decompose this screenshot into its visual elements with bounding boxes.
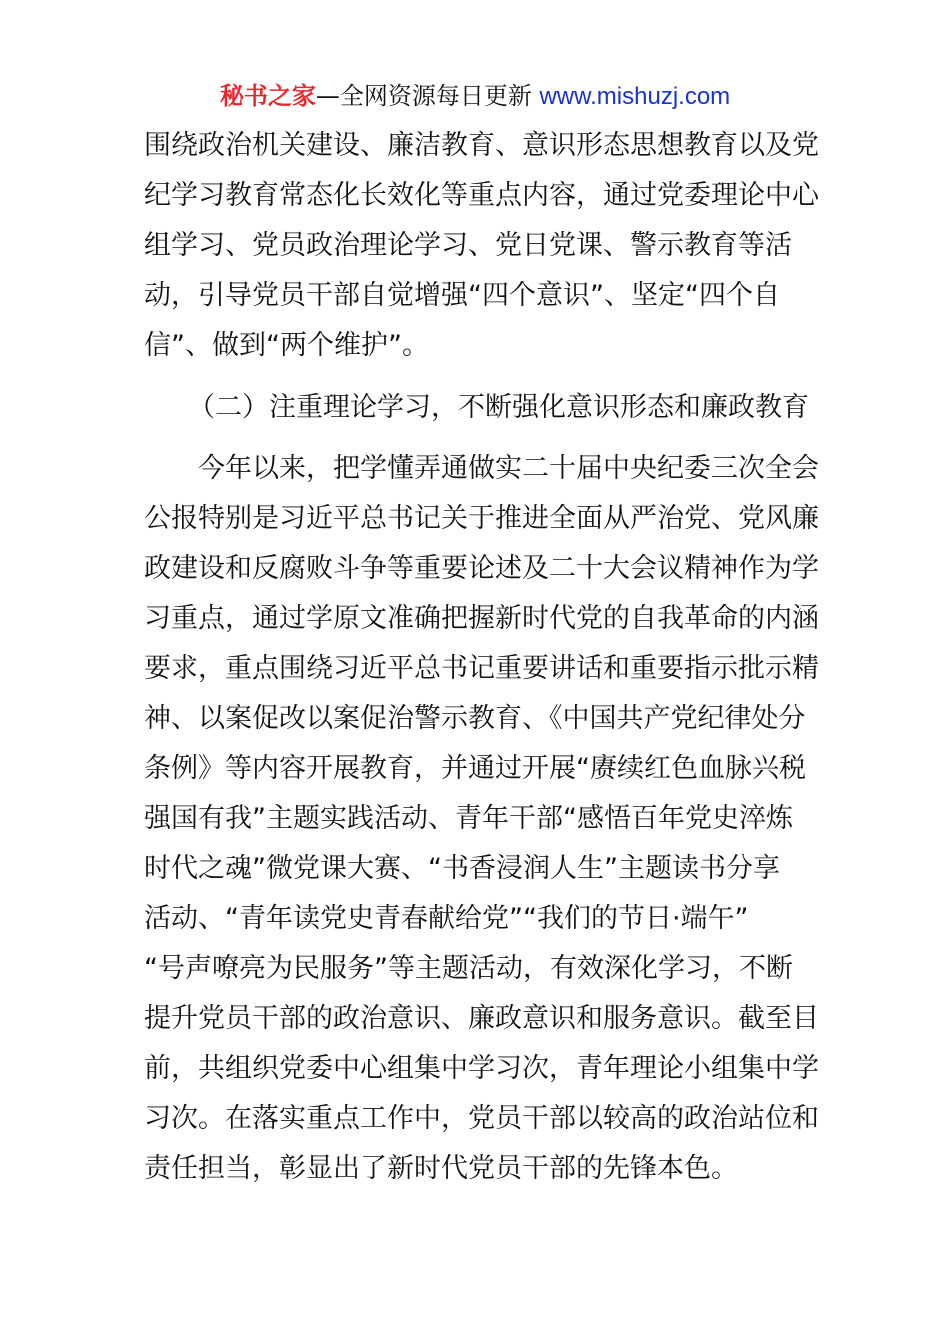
- paragraph-line: “号声嘹亮为民服务”等主题活动，有效深化学习，不断: [144, 953, 793, 984]
- paragraph-line: 提升党员干部的政治意识、廉政意识和服务意识。截至目: [144, 1003, 819, 1034]
- paragraph-line: 今年以来，把学懂弄通做实二十届中央纪委三次全会: [198, 453, 819, 484]
- paragraph-line: 习重点，通过学原文准确把握新时代党的自我革命的内涵: [144, 603, 819, 634]
- paragraph-line: 要求，重点围绕习近平总书记重要讲话和重要指示批示精: [144, 653, 819, 684]
- paragraph-line: 围绕政治机关建设、廉洁教育、意识形态思想教育以及党: [144, 130, 819, 161]
- site-url-link[interactable]: www.mishuzj.com: [539, 83, 731, 110]
- header-tagline: —全网资源每日更新: [315, 82, 532, 110]
- brand-name: 秘书之家: [219, 82, 316, 110]
- paragraph-line: 活动、“青年读党史青春献给党”“我们的节日·端午”: [144, 903, 749, 934]
- paragraph-line: 神、以案促改以案促治警示教育、《中国共产党纪律处分: [144, 703, 806, 734]
- paragraph-line: 强国有我”主题实践活动、青年干部“感悟百年党史淬炼: [144, 803, 793, 834]
- paragraph-line: 公报特别是习近平总书记关于推进全面从严治党、党风廉: [144, 503, 819, 534]
- section-heading-text: （二）注重理论学习，不断强化意识形态和廉政教育: [188, 392, 809, 423]
- paragraph-line: 组学习、党员政治理论学习、党日党课、警示教育等活: [144, 230, 792, 261]
- page-header: [0, 80, 950, 113]
- paragraph-line: 前，共组织党委中心组集中学习次，青年理论小组集中学: [144, 1053, 819, 1084]
- paragraph-line: 动，引导党员干部自觉增强“四个意识”、坚定“四个自: [144, 280, 780, 311]
- paragraph-1: [144, 121, 819, 371]
- paragraph-2: [144, 444, 819, 1194]
- paragraph-line: 纪学习教育常态化长效化等重点内容，通过党委理论中心: [144, 180, 819, 211]
- paragraph-line: 习次。在落实重点工作中，党员干部以较高的政治站位和: [144, 1103, 819, 1134]
- paragraph-line: 时代之魂”微党课大赛、“书香浸润人生”主题读书分享: [144, 853, 780, 884]
- paragraph-line: 责任担当，彰显出了新时代党员干部的先锋本色。: [144, 1153, 738, 1184]
- paragraph-line: 信”、做到“两个维护”。: [144, 330, 429, 361]
- paragraph-line: 条例》等内容开展教育，并通过开展“赓续红色血脉兴税: [144, 753, 806, 784]
- section-heading: [188, 383, 808, 433]
- paragraph-line: 政建设和反腐败斗争等重要论述及二十大会议精神作为学: [144, 553, 819, 584]
